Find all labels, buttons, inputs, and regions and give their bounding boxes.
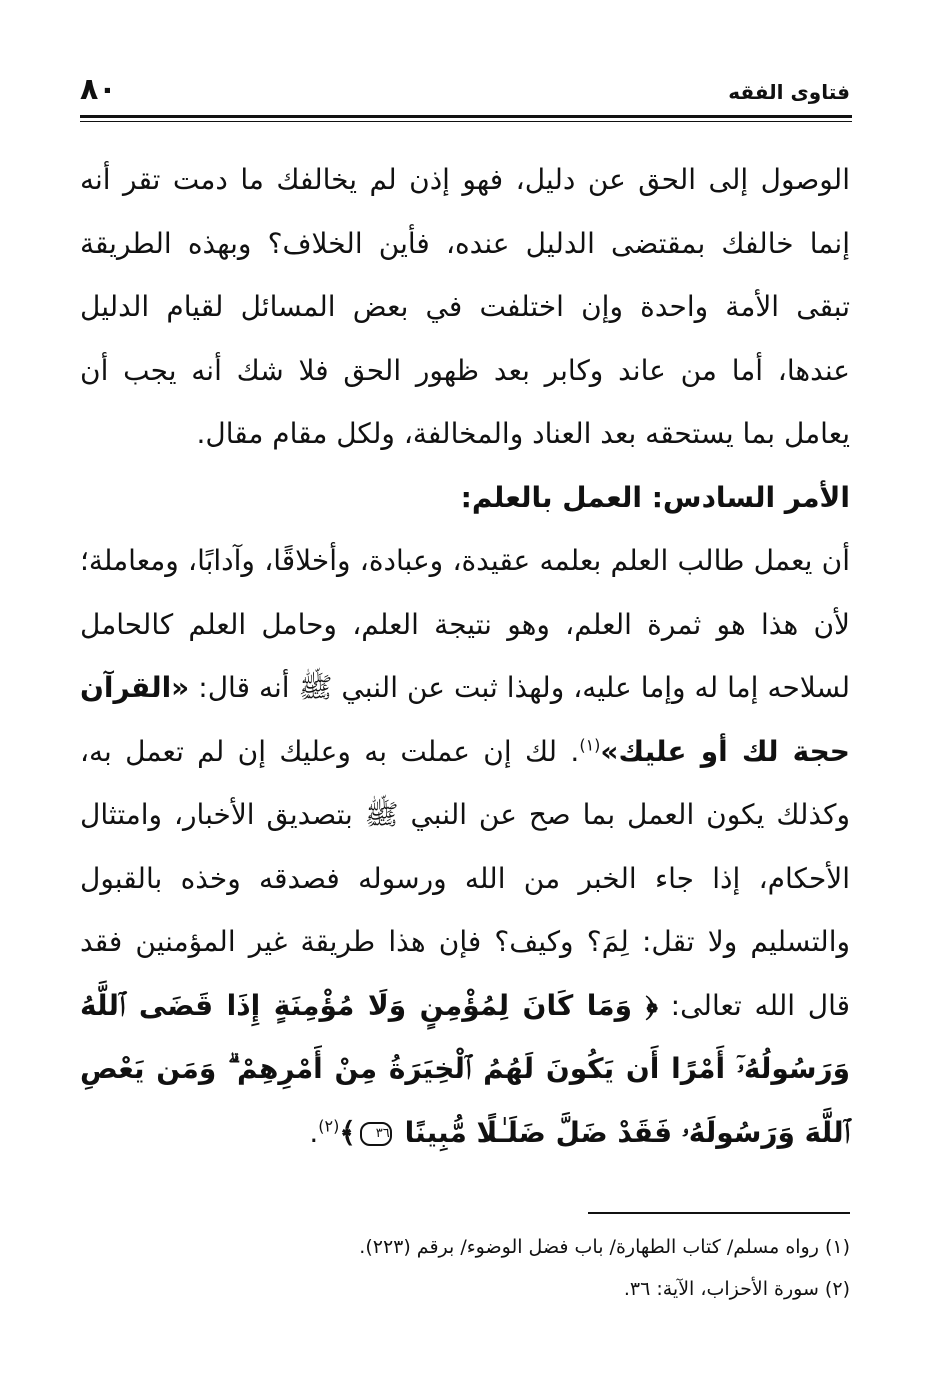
page-header — [80, 72, 850, 118]
ayah-number-mark: ٣٦ — [360, 1122, 392, 1146]
footnotes — [80, 1226, 850, 1310]
verse-close-bracket: ﴾ — [339, 1115, 356, 1149]
footnote-ref: (٢) — [318, 1116, 340, 1136]
footnote-divider — [588, 1212, 850, 1214]
paragraph-text: أن يعمل طالب العلم بعلمه عقيدة، وعبادة، وأخلاقًا، وآدابًا، ومعاملة؛ لأن هذا هو ثمرة العلم، وهو نتيجة العلم، وحامل العلم كالحامل لسلاحه إما له وإما عليه، ولهذا ثبت عن النبي ﷺ أنه قال: — [80, 544, 850, 704]
hadith-quote: «القرآن حجة لك أو عليك» — [80, 671, 850, 768]
page-number: ٨٠ — [80, 72, 117, 107]
main-text — [80, 148, 850, 1164]
header-rule-thin — [80, 121, 852, 122]
section-heading: الأمر السادس: العمل بالعلم: — [460, 480, 850, 514]
paragraph — [80, 529, 850, 1164]
footnote: (١) رواه مسلم/ كتاب الطهارة/ باب فضل الوضوء/ برقم (٢٢٣). — [359, 1236, 850, 1258]
sentence-end: . — [309, 1115, 319, 1149]
footnote: (٢) سورة الأحزاب، الآية: ٣٦. — [623, 1278, 850, 1300]
running-title: فتاوى الفقه — [728, 80, 850, 104]
quran-verse: ﴿ وَمَا كَانَ لِمُؤْمِنٍ وَلَا مُؤْمِنَةٍ إِذَا قَضَى ٱللَّهُ وَرَسُولُهُۥٓ أَمْرًا أَن يَكُونَ لَهُمُ ٱلْخِيَرَةُ مِنْ أَمْرِهِمْ ۗ وَمَن يَعْصِ ٱللَّهَ وَرَسُولَهُۥ فَقَدْ ضَلَّ ضَلَـٰلًا مُّبِينًا — [80, 988, 850, 1149]
header-rule — [80, 115, 852, 118]
paragraph-text: . لك إن عملت به وعليك إن لم تعمل به، وكذلك يكون العمل بما صح عن النبي ﷺ بتصديق الأخبار، وامتثال الأحكام، إذا جاء الخبر من الله ورسوله فصدقه وخذه بالقبول والتسليم ولا تقل: لِمَ؟ وكيف؟ فإن هذا طريقة غير المؤمنين فقد قال الله تعالى: — [80, 734, 850, 1022]
footnote-ref: (١) — [579, 735, 601, 755]
paragraph: الوصول إلى الحق عن دليل، فهو إذن لم يخالفك ما دمت تقر أنه إنما خالفك بمقتضى الدليل عنده، فأين الخلاف؟ وبهذه الطريقة تبقى الأمة واحدة وإن اختلفت في بعض المسائل لقيام الدليل عندها، أما من عاند وكابر بعد ظهور الحق فلا شك أنه يجب أن يعامل بما يستحقه بعد العناد والمخالفة، ولكل مقام مقال. — [80, 163, 850, 450]
